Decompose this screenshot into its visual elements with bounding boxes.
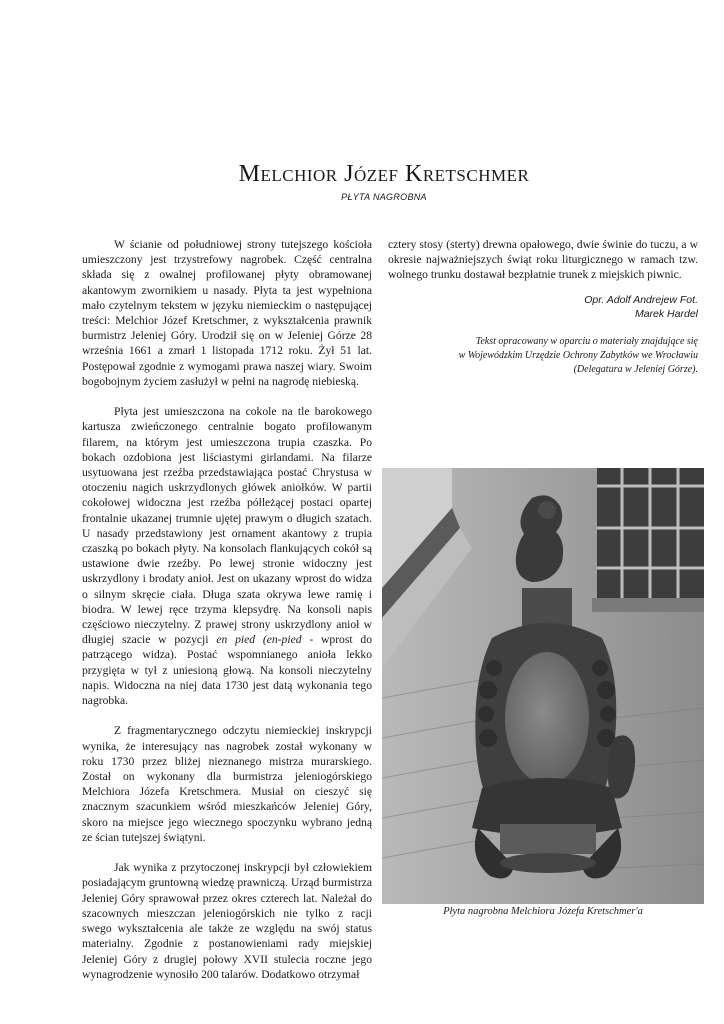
right-text-column xyxy=(388,237,698,377)
paragraph: Jak wynika z przytoczonej inskrypcji był człowiekiem posiadającym gruntowną wiedzę prawniczą. Urząd burmistrza Jeleniej Góry sprawował przez okres czterech lat. Należał do szacownych mieszczan jeleniogórskich nie tylko z racji swego wykształcenia ale także ze względu na swój status materialny. Zgodnie z postanowieniami rady miejskiej Jeleniej Góry z drugiej połowy XVII stulecia roczne jego wynagrodzenie wynosiło 200 talarów. Dodatkowo otrzymał xyxy=(82,861,372,981)
source-note xyxy=(388,335,698,377)
paragraph: cztery stosy (sterty) drewna opałowego, dwie świnie do tuczu, a w okresie najważniejszych świąt roku liturgicznego w ramach tzw. wolnego trunku dostawał bezpłatnie trunek z miejskich piwnic. xyxy=(388,238,698,282)
title-word: ÓZEF xyxy=(353,166,399,185)
italic-phrase: en pied (en-pied xyxy=(216,633,302,647)
page-subtitle: PŁYTA NAGROBNA xyxy=(341,192,427,202)
credit-line: Marek Hardel xyxy=(634,307,698,320)
credit-line: Opr. Adolf Andrejew Fot. xyxy=(584,293,698,306)
note-line: Tekst opracowany w oparciu o materiały znajdujące się xyxy=(475,335,698,347)
left-text-column xyxy=(82,237,372,997)
title-word: RETSCHMER xyxy=(422,166,530,185)
paragraph-text: - wprost do patrzącego widza). Postać wspomnianego anioła lekko przygięta w tył z uniesioną głową. Na konsoli nieczytelny napis. Widoczna na niej data 1730 jest datą wykonania tego nagrobka. xyxy=(82,633,373,708)
title-initial: J xyxy=(344,161,354,187)
note-line: w Wojewódzkim Urzędzie Ochrony Zabytków we Wrocławiu xyxy=(458,349,698,361)
paragraph xyxy=(82,404,372,708)
tombstone-photo-image xyxy=(382,468,704,904)
paragraph: Z fragmentarycznego odczytu niemieckiej inskrypcji wynika, że interesujący nas nagrobek został wykonany w roku 1730 przez bliżej nieznanego mistrza murarskiego. Został on wykonany dla burmistrza jeleniogórskiego Melchiora Józefa Kretschmera. Musiał on cieszyć się znacznym szacunkiem wśród mieszkańców Jeleniej Góry, skoro na miejsce jego wiecznego spoczynku wybrano jedną ze ścian tutejszej świątyni. xyxy=(82,724,372,844)
paragraph: W ścianie od południowej strony tutejszego kościoła umieszczony jest trzystrefowy nagrobek. Część centralna składa się z owalnej profilowanej płyty obramowanej akantowym zwornikiem u nasady. Płyta ta jest wypełniona mało czytelnym tekstem w języku niemieckim o następującej treści: Melchior Józef Kretschmer, z wykształcenia prawnik burmistrz Jeleniej Góry. Urodził się on w Jeleniej Górze 28 września 1661 a zmarł 1 listopada 1712 roku. Żył 51 lat. Postępował zgodnie z wymogami prawa naszej wiary. Swoim bogobojnym życiem zasłużył w pełni na nagrodę niebieską. xyxy=(82,238,372,388)
paragraph-text: Płyta jest umieszczona na cokole na tle barokowego kartusza zwieńczonego centralnie bogato profilowanym filarem, na którym jest umieszczona trupia czaszka. Po bokach ozdobiona jest liściastymi girlandami. Na filarze usytuowana jest rzeźba przedstawiająca postać Chrystusa w otoczeniu nagich uskrzydlonych główek aniołków. W partii cokołowej widoczna jest rzeźba półleżącej postaci opartej frontalnie ukazanej trumnie ujętej prawym o długich szatach. U nasady przedstawiony jest ornament akantowy z trupia czaszką po bokach płyty. Na konsolach flankujących cokół są ustawione dwie rzeźby. Po lewej stronie widoczny jest uskrzydlony i brodaty anioł. Jest on ukazany wprost do widza o silnym skręcie ciała. Długa szata okrywa lewe ramię i biodra. W lewej ręce trzyma klepsydrę. Na konsoli napis częściowo nieczytelny. Z prawej strony uskrzydlony anioł w długiej szacie w pozycji xyxy=(82,405,372,647)
note-line: (Delegatura w Jeleniej Górze). xyxy=(573,363,698,375)
photo-caption: Płyta nagrobna Melchiora Józefa Kretschmer'a xyxy=(443,906,643,917)
tombstone-photo xyxy=(382,468,704,904)
author-credits xyxy=(388,293,698,321)
title-initial: M xyxy=(238,161,261,187)
title-initial: K xyxy=(404,161,423,187)
page-title xyxy=(0,160,724,190)
title-word: ELCHIOR xyxy=(260,166,338,185)
